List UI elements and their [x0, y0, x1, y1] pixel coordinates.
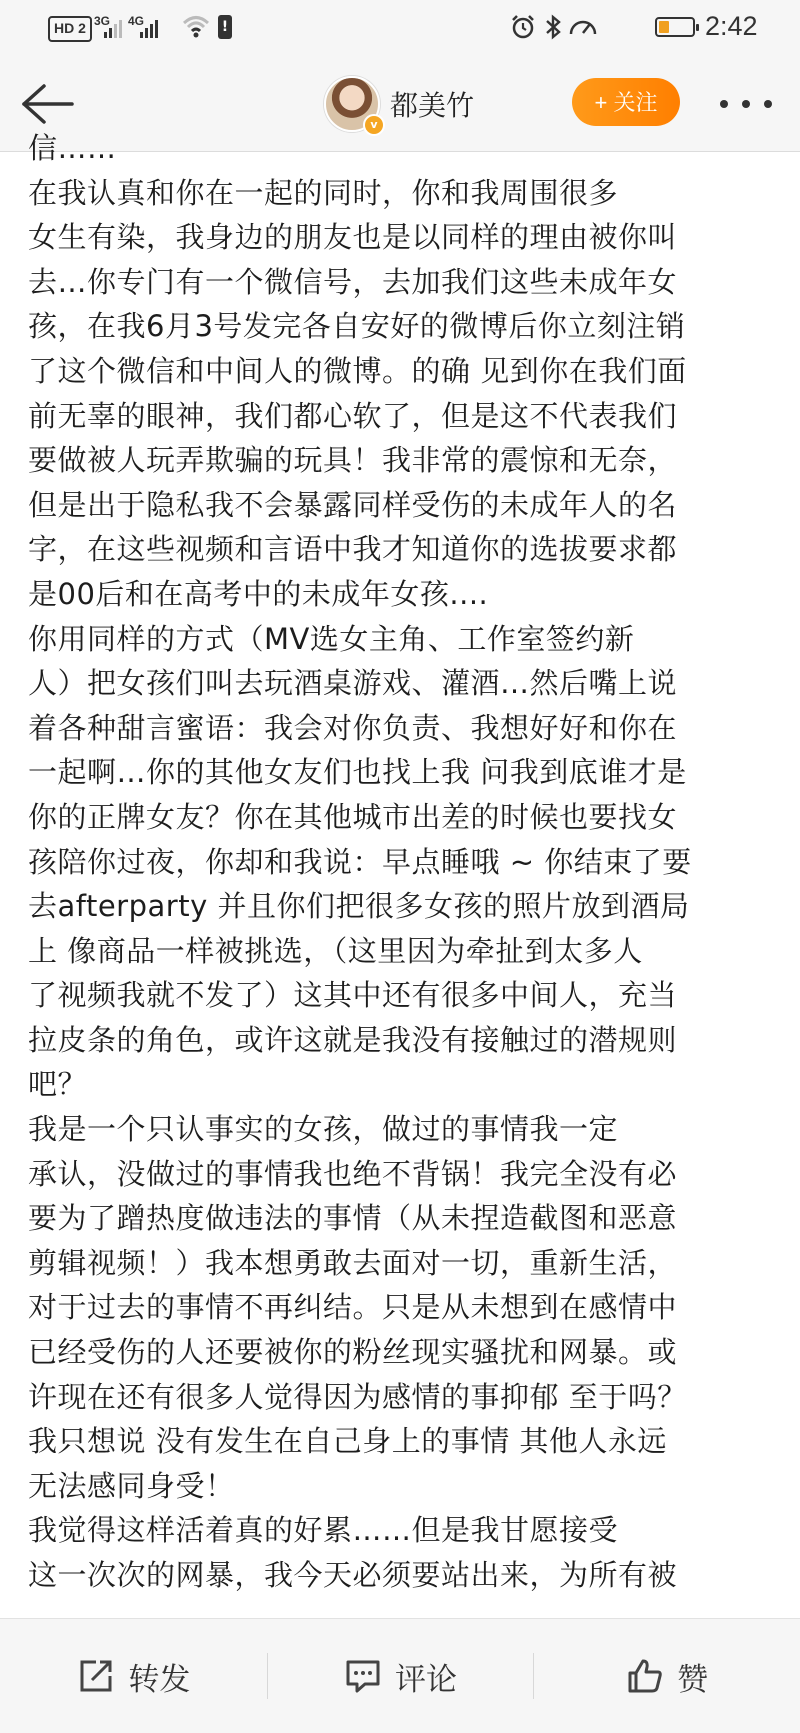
verified-icon: v — [363, 114, 385, 136]
wifi-icon — [182, 14, 210, 38]
network-3g-label: 3G — [94, 14, 111, 28]
text-line: 在我认真和你在一起的同时，你和我周围很多 — [28, 175, 619, 210]
bottom-toolbar — [0, 1618, 800, 1733]
text-line: 前无辜的眼神，我们都心软了，但是这不代表我们 — [28, 398, 678, 433]
text-line: 要做被人玩弄欺骗的玩具！我非常的震惊和无奈， — [28, 443, 678, 478]
article-body — [0, 131, 800, 1618]
speed-icon — [567, 14, 599, 40]
text-line: 已经受伤的人还要被你的粉丝现实骚扰和网暴。或 — [28, 1335, 678, 1370]
text-line: 吧？ — [28, 1067, 88, 1102]
text-line: 你的正牌女友？你在其他城市出差的时候也要找女 — [28, 799, 678, 834]
text-line: 去…你专门有一个微信号，去加我们这些未成年女 — [28, 264, 678, 299]
text-line: 这一次次的网暴，我今天必须要站出来，为所有被 — [28, 1558, 678, 1592]
alert-icon: ! — [218, 15, 232, 39]
comment-label: 评论 — [395, 1661, 457, 1698]
signal-bars-icon — [104, 16, 122, 38]
repost-label: 转发 — [128, 1661, 191, 1698]
text-line: 但是出于隐私我不会暴露同样受伤的未成年人的名 — [28, 487, 678, 522]
like-label: 赞 — [677, 1661, 709, 1698]
text-line: 我是一个只认事实的女孩，做过的事情我一定 — [28, 1112, 619, 1147]
page-title[interactable]: 都美竹 — [390, 89, 475, 122]
text-line: 字，在这些视频和言语中我才知道你的选拔要求都 — [28, 532, 678, 567]
share-icon — [76, 1656, 116, 1696]
back-arrow-icon[interactable] — [20, 82, 76, 126]
network-4g-label: 4G — [128, 14, 145, 28]
text-line: 一起啊…你的其他女友们也找上我 问我到底谁才是 — [28, 755, 687, 790]
text-line: 我只想说 没有发生在自己身上的事情 其他人永远 — [28, 1424, 667, 1459]
like-button[interactable] — [533, 1619, 800, 1733]
text-line: 人）把女孩们叫去玩酒桌游戏、灌酒…然后嘴上说 — [28, 666, 678, 701]
follow-button[interactable]: + 关注 — [572, 78, 680, 126]
text-line: 了这个微信和中间人的微博。的确 见到你在我们面 — [28, 353, 687, 388]
text-line: 信…… — [28, 131, 117, 165]
text-line: 孩陪你过夜，你却和我说：早点睡哦 ~ 你结束了要 — [28, 844, 692, 879]
comment-button[interactable] — [267, 1619, 534, 1733]
text-line: 承认，没做过的事情我也绝不背锅！我完全没有必 — [28, 1156, 678, 1191]
text-line: 许现在还有很多人觉得因为感情的事抑郁 至于吗？ — [28, 1379, 687, 1414]
text-line: 女生有染，我身边的朋友也是以同样的理由被你叫 — [28, 220, 678, 255]
alarm-icon — [510, 14, 536, 40]
status-bar — [0, 0, 800, 56]
text-line: 拉皮条的角色，或许这就是我没有接触过的潜规则 — [28, 1022, 678, 1057]
signal-bars-icon-2 — [140, 16, 158, 38]
clock: 2:42 — [705, 11, 758, 41]
more-dots-icon[interactable] — [720, 94, 776, 114]
text-line: 我觉得这样活着真的好累……但是我甘愿接受 — [28, 1513, 619, 1548]
repost-button[interactable] — [0, 1619, 267, 1733]
text-line: 了视频我就不发了）这其中还有很多中间人，充当 — [28, 978, 678, 1013]
bluetooth-icon — [540, 14, 566, 40]
thumbs-up-icon — [625, 1656, 665, 1696]
text-line: 你用同样的方式（MV选女主角、工作室签约新 — [28, 621, 635, 656]
text-line: 是00后和在高考中的未成年女孩.... — [28, 576, 489, 611]
hd-badge: HD 2 — [48, 16, 92, 42]
text-line: 要为了蹭热度做违法的事情（从未捏造截图和恶意 — [28, 1201, 678, 1236]
text-line: 去afterparty 并且你们把很多女孩的照片放到酒局 — [28, 889, 690, 924]
battery-icon — [655, 17, 695, 37]
text-line: 无法感同身受！ — [28, 1468, 235, 1503]
text-line: 对于过去的事情不再纠结。只是从未想到在感情中 — [28, 1290, 678, 1325]
text-line: 剪辑视频！）我本想勇敢去面对一切，重新生活， — [28, 1245, 678, 1280]
text-line: 上 像商品一样被挑选，（这里因为牵扯到太多人 — [28, 933, 643, 968]
text-line: 孩，在我6月3号发完各自安好的微博后你立刻注销 — [28, 309, 686, 344]
text-line: 着各种甜言蜜语：我会对你负责、我想好好和你在 — [28, 710, 678, 745]
article-text — [28, 126, 780, 1598]
comment-icon — [343, 1656, 383, 1696]
